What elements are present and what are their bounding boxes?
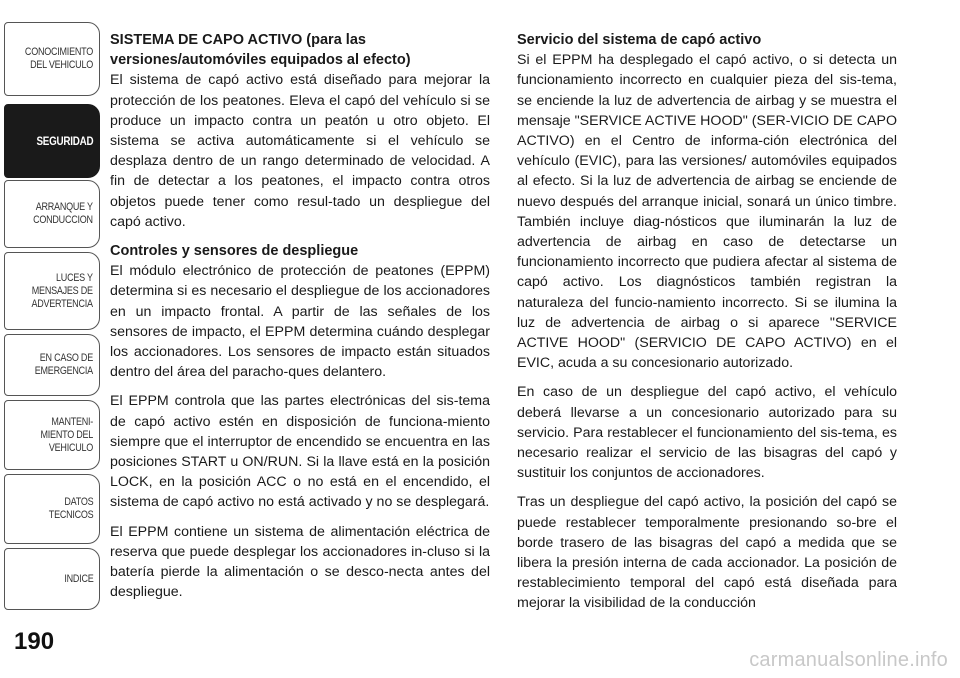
tab-label: MANTENI- MIENTO DEL VEHICULO xyxy=(40,415,93,454)
tab-indice[interactable] xyxy=(4,548,100,610)
tab-label: ARRANQUE Y CONDUCCION xyxy=(33,201,93,226)
paragraph: El sistema de capó activo está diseñado para mejorar la protección de los peatones. Eleva el capó del vehículo si se produce un impacto contra un peatón u otro objeto. El sistema se activa automáticamente si el vehículo se desplaza dentro de un rango determinado de velocidad. A fin de detectar a los peatones, el impacto contra otros objetos puede tener como resul-tado un despliegue del capó activo. xyxy=(110,72,490,230)
tab-label: DATOS TECNICOS xyxy=(48,496,93,521)
paragraph: El EPPM contiene un sistema de alimentación eléctrica de reserva que puede desplegar los accionadores in-cluso si la batería pierde la alimentación o se desco-necta antes del despliegue. xyxy=(110,523,490,601)
paragraph: Si el EPPM ha desplegado el capó activo, o si detecta un funcionamiento incorrecto en cualquier pieza del sis-tema, se enciende la luz de advertencia de airbag y se muestra el mensaje "SERVICE ACTIVE HOOD" (SER-VICIO DE CAPO ACTIVO) en el Centro de informa-ción electrónica del vehículo (EVIC), para las versiones/ automóviles equipados al efecto. Si la luz de advertencia de airbag se enciende de nuevo después del arranque inicial, sonará un único timbre. También incluye diag-nósticos que iluminarán la luz de advertencia de airbag en caso de detectarse un funcionamiento incorrecto que pudiera afectar al sistema de capó activo. Los diagnósticos también registran la naturaleza del funcio-namiento incorrecto. Si se ilumina la luz de advertencia de airbag o si aparece "SERVICE ACTIVE HOOD" (SERVICIO DE CAPO ACTIVO) en el EVIC, acuda a su concesionario autorizado. xyxy=(517,52,897,372)
right-column xyxy=(517,30,897,623)
tab-datos-tecnicos[interactable] xyxy=(4,474,100,544)
tab-conocimiento-del-vehiculo[interactable] xyxy=(4,22,100,96)
page-number: 190 xyxy=(14,628,55,655)
paragraph: En caso de un despliegue del capó activo, el vehículo deberá llevarse a un concesionario autorizado para su servicio. Para restablecer el funcionamiento del sis-tema, es necesario realizar el servicio de las bisagras del capó y sustituir los conjuntos de accionadores. xyxy=(517,384,897,482)
chapter-tabs xyxy=(0,0,104,678)
tab-label: LUCES Y MENSAJES DE ADVERTENCIA xyxy=(31,271,93,310)
paragraph: El EPPM controla que las partes electrónicas del sis-tema de capó activo estén en disposición de funciona-miento siempre que el interruptor de encendido se encuentra en las posiciones START u ON/RUN. Si la llave está en la posición LOCK, en la posición ACC o no está en el encendido, el sistema de capó activo no está activado y no se desplegará. xyxy=(110,393,490,511)
tab-label: INDICE xyxy=(63,572,93,585)
tab-luces-y-mensajes[interactable] xyxy=(4,252,100,330)
tab-label: CONOCIMIENTO DEL VEHICULO xyxy=(24,46,93,71)
section-heading-servicio: Servicio del sistema de capó activo xyxy=(517,32,762,48)
paragraph: El módulo electrónico de protección de peatones (EPPM) determina si es necesario el despliegue de los accionadores en un impacto frontal. A partir de las señales de los sensores de impacto, el EPPM determina cuándo desplegar los accionadores. Los sensores de impacto están situados dentro del área del paracho-ques delantero. xyxy=(110,263,490,381)
watermark: carmanualsonline.info xyxy=(749,649,948,671)
section-heading-controles: Controles y sensores de despliegue xyxy=(110,243,359,260)
section-heading-capo-activo: SISTEMA DE CAPO ACTIVO (para las versiones/automóviles equipados al efecto) xyxy=(110,32,411,69)
left-column xyxy=(110,30,490,611)
tab-label: EN CASO DE EMERGENCIA xyxy=(34,352,93,377)
paragraph: Tras un despliegue del capó activo, la posición del capó se puede restablecer temporalmente presionando so-bre el borde trasero de las bisagras del capó a medida que se libera la presión interna de cada accionador. La posición de restablecimiento temporal del capó está diseñada para mejorar la visibilidad de la conducción xyxy=(517,494,897,612)
tab-en-caso-de-emergencia[interactable] xyxy=(4,334,100,396)
tab-mantenimiento[interactable] xyxy=(4,400,100,470)
tab-label: SEGURIDAD xyxy=(36,133,93,148)
tab-arranque-y-conduccion[interactable] xyxy=(4,180,100,248)
tab-seguridad[interactable] xyxy=(4,104,100,178)
